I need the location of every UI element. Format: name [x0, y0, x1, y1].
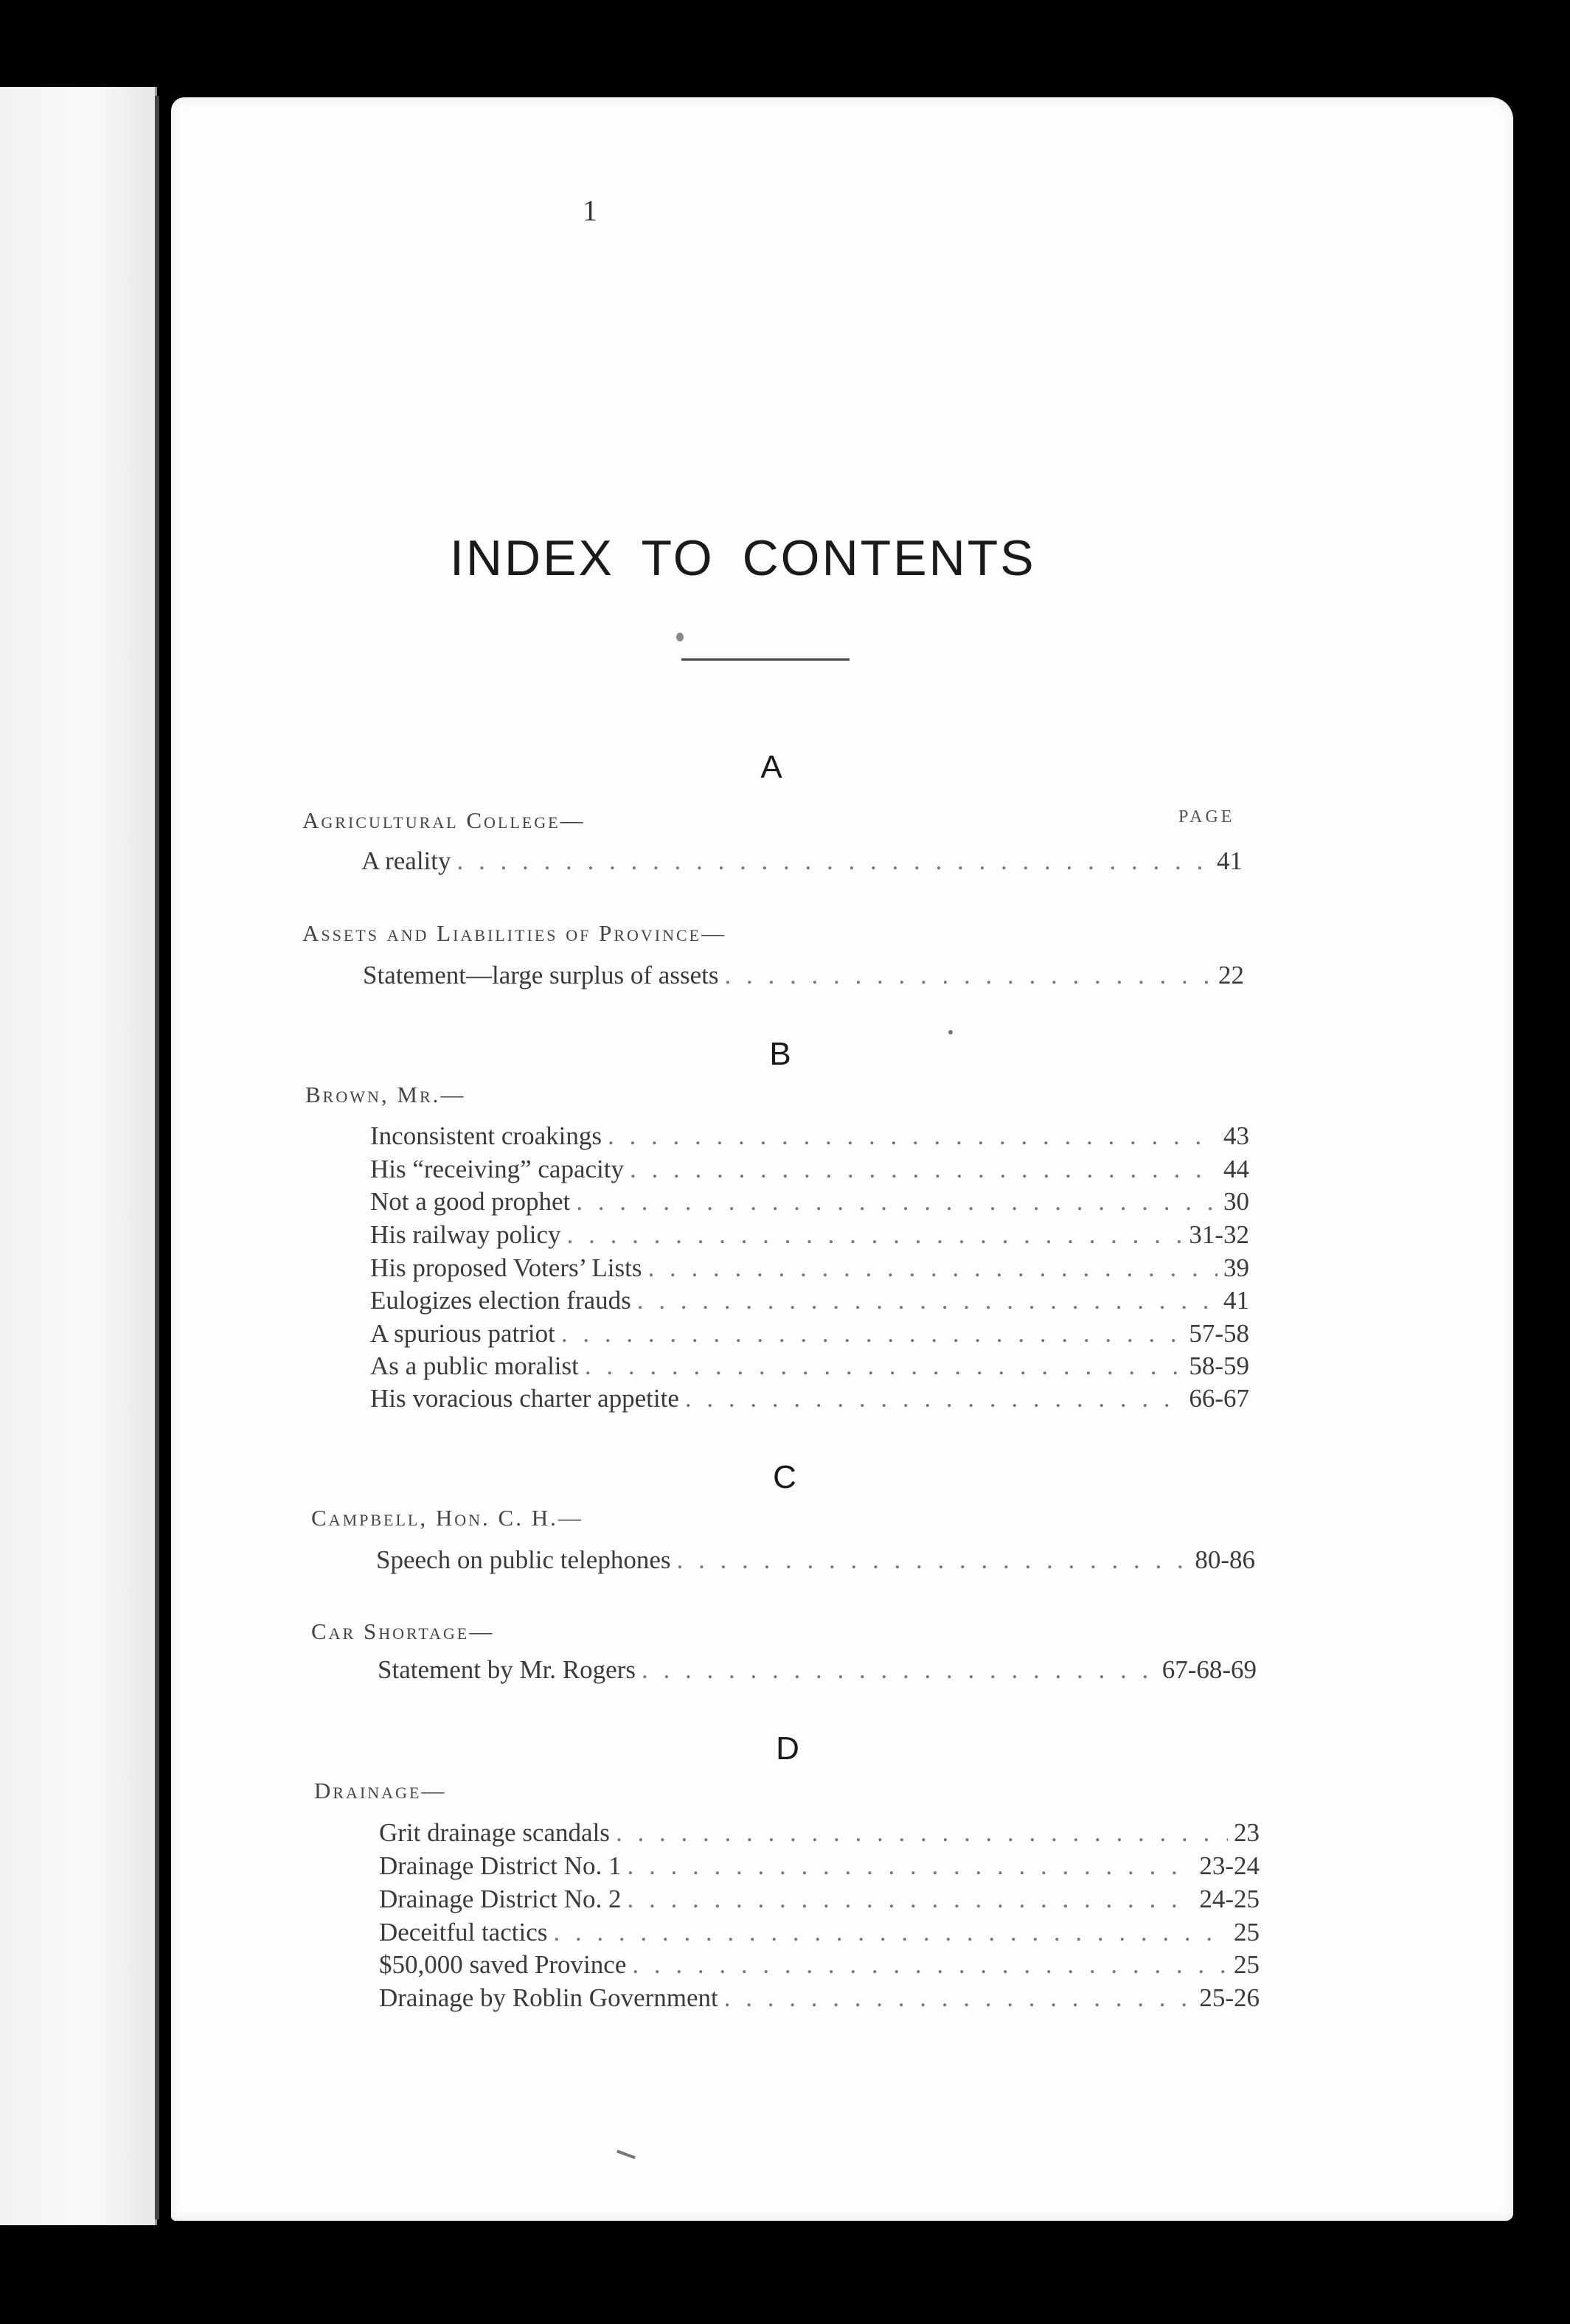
page-title: INDEX TO CONTENTS [450, 530, 1036, 586]
leader-dots [576, 1187, 1218, 1217]
binding-line [155, 96, 159, 2219]
leader-dots [616, 1818, 1228, 1848]
entry-page: 41 [1223, 1286, 1249, 1315]
entry-page: 25 [1234, 1950, 1260, 1979]
entry-page: 31-32 [1189, 1220, 1249, 1249]
entry-page: 25-26 [1199, 1983, 1260, 2012]
leader-dots [724, 1983, 1194, 2013]
leader-dots [608, 1121, 1218, 1151]
index-entry [379, 1918, 1260, 1949]
entry-page: 43 [1223, 1121, 1249, 1150]
entry-page: 39 [1223, 1253, 1249, 1282]
entry-page: 23-24 [1199, 1851, 1260, 1880]
topic-heading: Car Shortage— [311, 1618, 495, 1644]
leader-dots [628, 1885, 1194, 1914]
entry-label: His railway policy [370, 1220, 561, 1249]
page-number: 1 [583, 194, 597, 227]
entry-label: Speech on public telephones [376, 1545, 671, 1574]
entry-label: Drainage by Roblin Government [379, 1983, 718, 2012]
index-entry [376, 1545, 1255, 1576]
entry-label: Eulogizes election frauds [370, 1286, 631, 1315]
entry-label: As a public moralist [370, 1351, 579, 1380]
entry-page: 58-59 [1189, 1351, 1249, 1380]
previous-page-edge [0, 87, 157, 2225]
index-entry [379, 1818, 1260, 1849]
entry-label: A spurious patriot [370, 1319, 555, 1348]
entry-page: 57-58 [1189, 1319, 1249, 1348]
leader-dots [628, 1851, 1194, 1881]
leader-dots [642, 1655, 1156, 1685]
index-entry [379, 1983, 1260, 2014]
leader-dots [685, 1384, 1183, 1413]
entry-label: Deceitful tactics [379, 1918, 548, 1946]
entry-page: 30 [1223, 1187, 1249, 1216]
index-entry [363, 961, 1244, 992]
entry-label: Statement by Mr. Rogers [378, 1655, 636, 1684]
entry-label: Grit drainage scandals [379, 1818, 610, 1847]
entry-label: Not a good prophet [370, 1187, 571, 1216]
leader-dots [561, 1319, 1184, 1349]
entry-label: His proposed Voters’ Lists [370, 1253, 642, 1282]
entry-page: 22 [1218, 961, 1244, 989]
index-entry [378, 1655, 1257, 1686]
entry-label: His voracious charter appetite [370, 1384, 679, 1413]
index-entry [370, 1319, 1249, 1350]
topic-heading: Brown, Mr.— [305, 1082, 466, 1107]
index-entry [370, 1286, 1249, 1317]
index-entry [370, 1384, 1249, 1415]
entry-label: Statement—large surplus of assets [363, 961, 719, 989]
index-entry [370, 1155, 1249, 1186]
entry-label: Drainage District No. 2 [379, 1885, 622, 1913]
section-letter-a: A [760, 749, 782, 785]
entry-page: 41 [1217, 846, 1243, 875]
leader-dots [553, 1918, 1228, 1947]
entry-page: 44 [1223, 1155, 1249, 1183]
section-letter-d: D [776, 1730, 799, 1767]
leader-dots [676, 1545, 1189, 1575]
index-entry [361, 846, 1243, 877]
index-entry [379, 1950, 1260, 1981]
leader-dots [630, 1155, 1218, 1184]
entry-page: 80-86 [1195, 1545, 1255, 1574]
entry-page: 24-25 [1199, 1885, 1260, 1913]
section-letter-c: C [773, 1459, 796, 1495]
topic-heading: Campbell, Hon. C. H.— [311, 1505, 583, 1531]
entry-page: 23 [1234, 1818, 1260, 1847]
index-entry [370, 1253, 1249, 1284]
entry-label: A reality [361, 846, 451, 875]
leader-dots [647, 1253, 1218, 1283]
entry-label: $50,000 saved Province [379, 1950, 627, 1979]
page-column-header: PAGE [1178, 807, 1235, 827]
topic-heading: Drainage— [314, 1778, 447, 1803]
leader-dots [457, 846, 1212, 876]
entry-page: 25 [1234, 1918, 1260, 1946]
index-entry [370, 1187, 1249, 1218]
entry-label: Inconsistent croakings [370, 1121, 602, 1150]
entry-label: Drainage District No. 1 [379, 1851, 622, 1880]
topic-heading: Agricultural College— [302, 807, 586, 833]
section-letter-b: B [769, 1036, 791, 1072]
entry-page: 67-68-69 [1161, 1655, 1257, 1684]
leader-dots [724, 961, 1212, 990]
index-entry [379, 1885, 1260, 1916]
title-rule [681, 658, 850, 661]
entry-page: 66-67 [1189, 1384, 1249, 1413]
leader-dots [632, 1950, 1228, 1980]
entry-label: His “receiving” capacity [370, 1155, 624, 1183]
index-entry [370, 1351, 1249, 1382]
leader-dots [567, 1220, 1184, 1250]
leader-dots [637, 1286, 1218, 1315]
ink-speck [948, 1030, 953, 1034]
index-entry [379, 1851, 1260, 1882]
index-entry [370, 1220, 1249, 1251]
index-entry [370, 1121, 1249, 1152]
ornament-dot [676, 633, 684, 641]
leader-dots [585, 1351, 1183, 1381]
topic-heading: Assets and Liabilities of Province— [302, 920, 727, 946]
